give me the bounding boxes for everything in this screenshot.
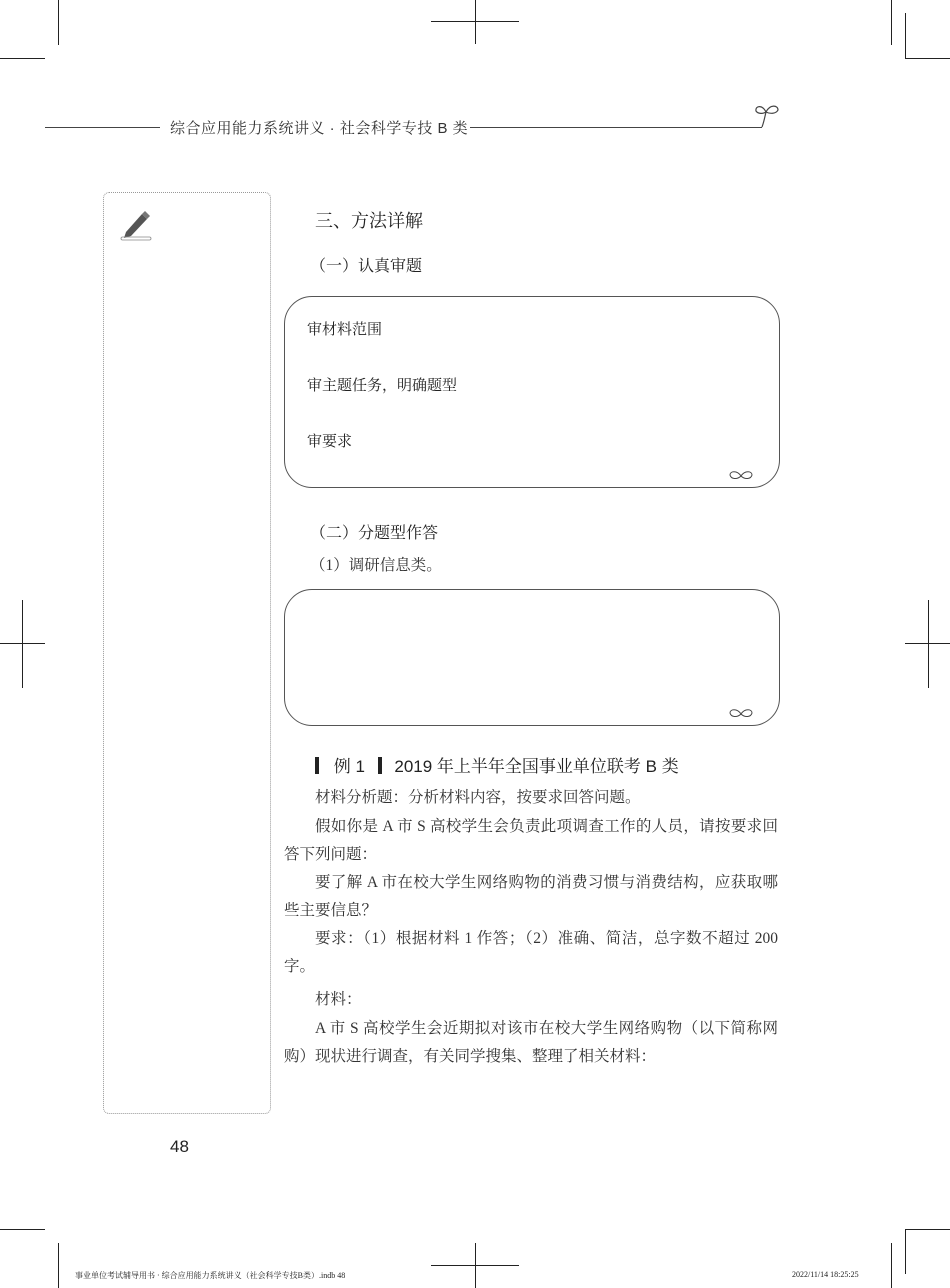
- pencil-icon: [118, 208, 154, 242]
- subheading-review: （一）认真审题: [310, 258, 423, 275]
- leaf-icon: [729, 469, 753, 483]
- review-step: 审材料范围: [307, 321, 383, 338]
- example-label: 例 1: [333, 757, 365, 776]
- paragraph: 要了解 A 市在校大学生网络购物的消费习惯与消费结构，应获取哪些主要信息？: [284, 874, 778, 919]
- crop-mark: [905, 13, 906, 58]
- crop-mark: [58, 0, 59, 45]
- crop-mark: [891, 1243, 892, 1288]
- crop-mark: [905, 58, 950, 59]
- example-bar-right: [378, 757, 382, 774]
- crop-mark: [475, 1243, 476, 1288]
- crop-mark: [928, 600, 929, 688]
- example-bar-left: [315, 757, 319, 774]
- leaf-icon: [729, 707, 753, 721]
- crop-mark: [0, 58, 45, 59]
- footer-file-info: 事业单位考试辅导用书 · 综合应用能力系统讲义（社会科学专技B类）.indb 48: [75, 1271, 346, 1280]
- header-rule-left: [45, 127, 160, 128]
- footer-timestamp: 2022/11/14 18:25:25: [792, 1270, 859, 1279]
- subheading-answer-by-type: （二）分题型作答: [310, 525, 439, 542]
- paragraph: 材料分析题：分析材料内容，按要求回答问题。: [315, 789, 641, 806]
- crop-mark: [58, 1243, 59, 1288]
- example-source: 2019 年上半年全国事业单位联考 B 类: [394, 757, 679, 776]
- crop-mark: [22, 600, 23, 688]
- notes-margin: [103, 192, 271, 1114]
- paragraph: 材料：: [315, 991, 362, 1008]
- paragraph: A 市 S 高校学生会近期拟对该市在校大学生网络购物（以下简称网购）现状进行调查，有关同学搜集、整理了相关材料：: [284, 1020, 778, 1065]
- review-steps-box: [284, 296, 780, 488]
- running-header-title: 综合应用能力系统讲义 · 社会科学专技 B 类: [170, 120, 469, 137]
- section-heading: 三、方法详解: [315, 211, 423, 231]
- crop-mark: [905, 1229, 906, 1274]
- crop-mark: [0, 1229, 45, 1230]
- blank-notes-box: [284, 589, 780, 726]
- crop-mark: [891, 0, 892, 45]
- review-step: 审主题任务，明确题型: [307, 377, 458, 394]
- list-item-survey-info: （1）调研信息类。: [310, 557, 442, 574]
- review-step: 审要求: [307, 433, 353, 450]
- crop-mark: [475, 0, 476, 44]
- example-heading: [315, 752, 679, 777]
- header-rule-right: [470, 127, 762, 128]
- paragraph: 要求：（1）根据材料 1 作答；（2）准确、简洁，总字数不超过 200 字。: [284, 930, 778, 975]
- paragraph: 假如你是 A 市 S 高校学生会负责此项调查工作的人员，请按要求回答下列问题：: [284, 818, 778, 863]
- page-number: 48: [170, 1137, 189, 1156]
- sprout-icon: [752, 100, 782, 130]
- crop-mark: [905, 1229, 950, 1230]
